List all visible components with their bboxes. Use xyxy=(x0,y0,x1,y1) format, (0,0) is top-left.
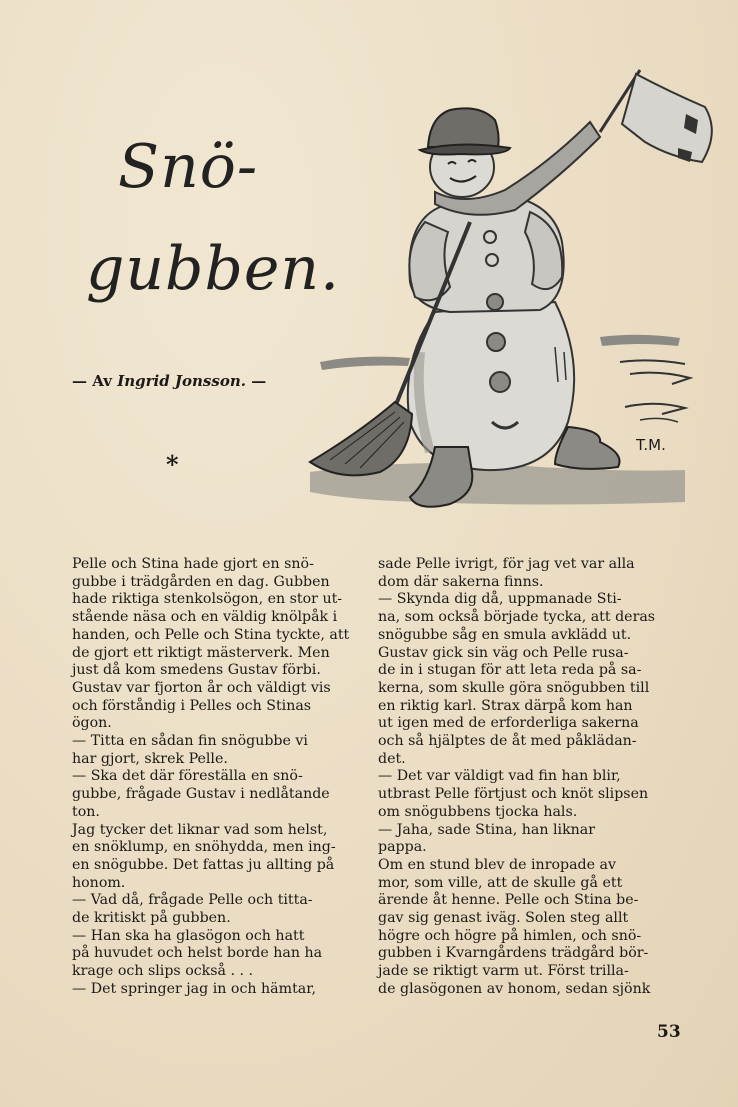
column-right-text: sade Pelle ivrigt, för jag vet var alla dom där sakerna finns. — Skynda dig då, uppmanade Sti- na, som också började tycka, att deras snögubbe såg en smula avklädd ut. Gustav gick sin väg och Pelle rusa- de in i stugan för att leta reda på sa- kerna, som skulle göra snögubben till en riktig karl. Strax därpå kom han ut igen med de erforderliga sakerna och så hjälptes de åt med påklädan- det. — Det var väldigt vad fin han blir, utbrast Pelle förtjust och knöt slipsen om snögubbens tjocka hals. — Jaha, sade Stina, han liknar pappa. Om en stund blev de inropade av mor, som ville, att de skulle gå ett ärende åt henne. Pelle och Stina be- gav sig genast iväg. Solen steg allt högre och högre på himlen, och snö- gubben i Kvarngårdens trädgård bör- jade se riktigt varm ut. Först trilla- de glasögonen av honom, sedan sjönk xyxy=(378,556,656,997)
text-column-left xyxy=(72,556,356,999)
byline xyxy=(72,372,266,390)
byline-suffix: — xyxy=(251,372,267,390)
column-left-text: Pelle och Stina hade gjort en snö- gubbe i trädgården en dag. Gubben hade riktiga stenkolsögon, en stor ut- stående näsa och en väldig knölpåk i handen, och Pelle och Stina tyckte, att de gjort ett riktigt mästerverk. Men just då kom smedens Gustav förbi. Gustav var fjorton år och väldigt vis och förståndig i Pelles och Stinas ögon. — Titta en sådan fin snögubbe vi har gjort, skrek Pelle. — Ska det där föreställa en snö- gubbe, frågade Gustav i nedlåtande ton. Jag tycker det liknar vad som helst, en snöklump, en snöhydda, men ing- en snögubbe. Det fattas ju allting på honom. — Vad då, frågade Pelle och titta- de kritiskt på gubben. — Han ska ha glasögon och hatt på huvudet och helst borde han ha krage och slips också . . . — Det springer jag in och hämtar, xyxy=(72,556,350,997)
byline-prefix: — Av xyxy=(72,372,112,390)
section-separator: * xyxy=(166,450,179,479)
title-line-2: gubben. xyxy=(86,234,341,304)
text-column-right xyxy=(378,556,680,999)
illustration-signature: T.M. xyxy=(636,436,666,454)
title-line-1: Snö- xyxy=(118,132,259,202)
page-number: 53 xyxy=(657,1022,681,1042)
author-name: Ingrid Jonsson. xyxy=(117,372,246,390)
